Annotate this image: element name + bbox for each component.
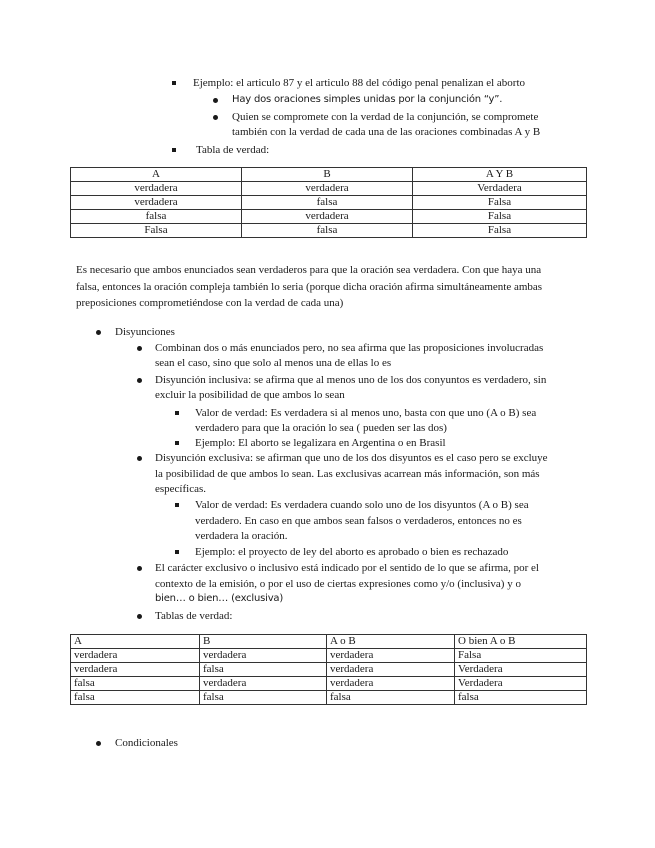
table-cell: Falsa [455,649,587,663]
disyunciones-b3-l2: la posibilidad de que ambos lo sean. Las exclusivas acarrean más información, son más [155,468,540,480]
paragraph-line-3: preposiciones comprometiéndose con la verdad de cada una) [76,297,344,309]
bullet-dot [137,456,142,461]
table-cell: falsa [71,691,200,705]
disyunciones-heading: Disyunciones [115,326,175,338]
table-header-cell: B [242,168,413,182]
disyunciones-b1-l2: sean el caso, sino que solo al menos una de ellas lo es [155,357,392,369]
sub-bullet-commitment-l1: Quien se compromete con la verdad de la conjunción, se compromete [232,111,539,123]
table-cell: verdadera [200,649,327,663]
disyunciones-b4-l1: El carácter exclusivo o inclusivo está indicado por el sentido de lo que se afirma, por el [155,562,539,574]
inclusiva-valor-l1: Valor de verdad: Es verdadera si al menos uno, basta con que uno (A o B) sea [195,407,537,419]
table-cell: Falsa [413,224,587,238]
bullet-square [172,81,176,85]
tablas-de-verdad-label: Tablas de verdad: [155,610,233,622]
exclusiva-ejemplo: Ejemplo: el proyecto de ley del aborto es aprobado o bien es rechazado [195,546,509,558]
table-cell: verdadera [200,677,327,691]
disyunciones-b4-l3: bien… o bien… (exclusiva) [155,593,284,604]
table-header-row [71,168,587,182]
table-cell: Falsa [413,196,587,210]
table-row [71,210,587,224]
inclusiva-ejemplo: Ejemplo: El aborto se legalizara en Argentina o en Brasil [195,437,446,449]
disyunciones-b2-l2: excluir la posibilidad de que ambos lo sean [155,389,345,401]
table-header-cell: A o B [327,635,455,649]
table-row [71,224,587,238]
table-cell: Falsa [71,224,242,238]
table-header-cell: A Y B [413,168,587,182]
exclusiva-valor-l1: Valor de verdad: Es verdadera cuando solo uno de los disyuntos (A o B) sea [195,499,529,511]
table-cell: verdadera [71,663,200,677]
truth-table-label: Tabla de verdad: [196,144,270,156]
bullet-dot [96,330,101,335]
table-cell: Verdadera [455,663,587,677]
table-cell: falsa [200,691,327,705]
table-header-row [71,635,587,649]
bullet-dot [213,115,218,120]
table-cell: verdadera [71,182,242,196]
table-cell: verdadera [242,182,413,196]
bullet-square [172,148,176,152]
table-row [71,196,587,210]
paragraph-line-1: Es necesario que ambos enunciados sean verdaderos para que la oración sea verdadera. Con que haya una [76,264,542,276]
disyunciones-b4-l2: contexto de la emisión, o por el uso de ciertas expresiones como y/o (inclusiva) y o [155,578,521,590]
table-header-cell: A [71,635,200,649]
inclusiva-valor-l2: verdadero para que la oración lo sea ( pueden ser las dos) [195,422,447,434]
table-row [71,691,587,705]
table-row [71,677,587,691]
table-cell: falsa [242,224,413,238]
table-cell: verdadera [327,649,455,663]
paragraph-line-2: falsa, entonces la oración compleja también lo seria (porque dicha oración afirma simultáneamente ambas [76,281,543,293]
bullet-dot [137,614,142,619]
bullet-dot [137,346,142,351]
disyunciones-b3-l3: específicas. [155,483,206,495]
table-cell: falsa [242,196,413,210]
exclusiva-valor-l3: verdadera la oración. [195,530,288,542]
bullet-dot [137,566,142,571]
bullet-dot [213,98,218,103]
bullet-dot [137,378,142,383]
bullet-square [175,411,179,415]
table-row [71,649,587,663]
disyunciones-b1-l1: Combinan dos o más enunciados pero, no sea afirma que las proposiciones involucradas [155,342,544,354]
table-cell: falsa [71,677,200,691]
disyunciones-b2-l1: Disyunción inclusiva: se afirma que al menos uno de los dos conyuntos es verdadero, sin [155,374,547,386]
table-cell: falsa [71,210,242,224]
table-cell: verdadera [71,196,242,210]
table-header-cell: A [71,168,242,182]
exclusiva-valor-l2: verdadero. En caso en que ambos sean falsos o verdaderos, entonces no es [195,515,522,527]
disyunciones-b3-l1: Disyunción exclusiva: se afirman que uno de los dos disyuntos es el caso pero se excluye [155,452,548,464]
table-row [71,182,587,196]
condicionales-heading: Condicionales [115,737,178,749]
truth-table-conjunction [70,167,587,238]
table-cell: verdadera [242,210,413,224]
table-cell: verdadera [71,649,200,663]
table-row [71,663,587,677]
table-header-cell: B [200,635,327,649]
table-cell: verdadera [327,663,455,677]
sub-bullet-conjunction: Hay dos oraciones simples unidas por la conjunción “y”. [232,94,503,105]
table-cell: falsa [327,691,455,705]
bullet-square [175,503,179,507]
table-cell: verdadera [327,677,455,691]
table-cell: Verdadera [413,182,587,196]
bullet-dot [96,741,101,746]
table-header-cell: O bien A o B [455,635,587,649]
truth-table-disjunction [70,634,587,705]
table-cell: Verdadera [455,677,587,691]
table-cell: Falsa [413,210,587,224]
bullet-square [175,550,179,554]
table-cell: falsa [455,691,587,705]
example-line: Ejemplo: el articulo 87 y el articulo 88 del código penal penalizan el aborto [193,77,526,89]
bullet-square [175,441,179,445]
sub-bullet-commitment-l2: también con la verdad de cada una de las oraciones combinadas A y B [232,126,541,138]
table-cell: falsa [200,663,327,677]
